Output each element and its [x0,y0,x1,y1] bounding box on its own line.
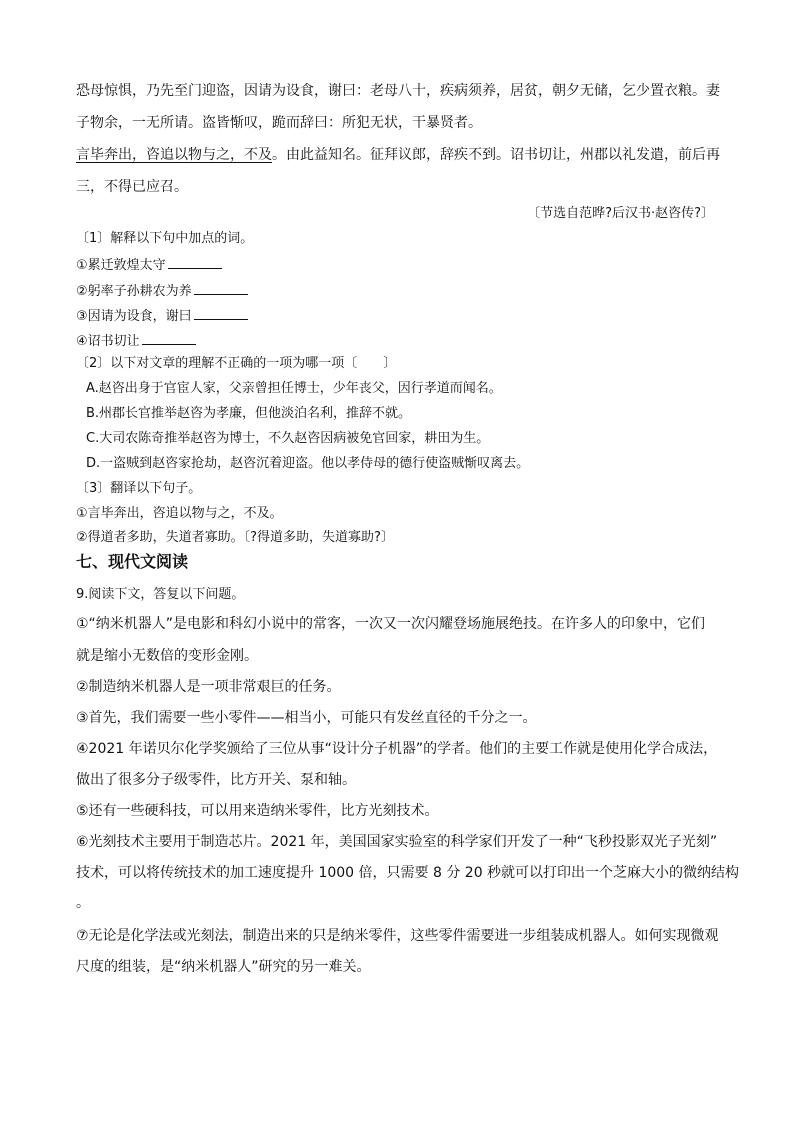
paragraph-line: ③首先，我们需要一些小零件——相当小，可能只有发丝直径的千分之一。 [76,710,537,726]
paragraph-line: 做出了很多分子级零件，比方开关、泵和轴。 [76,772,356,788]
question-1-item: ②躬率子孙耕农为养 [76,280,248,302]
option-d: D.一盗贼到赵咨家抢劫，赵咨沉着迎盗。他以孝侍母的德行使盗贼惭叹离去。 [86,456,530,471]
option-a: A.赵咨出身于官宦人家，父亲曾担任博士，少年丧父，因行孝道而闻名。 [86,381,502,396]
option-c: C.大司农陈奇推举赵咨为博士，不久赵咨因病被免官回家，耕田为生。 [86,431,490,446]
classical-text-line: 三，不得已应召。 [76,179,188,195]
question-3-item: ②得道者多助，失道者寡助。〔?得道多助，失道寡助?〕 [76,530,394,545]
classical-text-line: 恐母惊惧，乃先至门迎盗，因请为设食，谢曰：老母八十，疾病须养，居贫，朝夕无储，乞少置衣粮。妻 [76,83,720,99]
source-citation: 〔节选自范晔?后汉书·赵咨传?〕 [527,206,714,221]
paragraph-line: 就是缩小无数倍的变形金刚。 [76,648,258,664]
question-3-item: ①言毕奔出，咨追以物与之，不及。 [76,506,283,521]
paragraph-line: 尺度的组装，是“纳米机器人”研究的另一难关。 [76,959,371,975]
question-1-item: ①累迁敦煌太守 [76,254,222,276]
question-2-title: 〔2〕以下对文章的理解不正确的一项为哪一项〔 〕 [76,356,397,371]
answer-blank[interactable] [194,305,248,320]
paragraph-line: 。 [76,895,90,911]
section-heading: 七、现代文阅读 [76,552,189,571]
paragraph-line: ④2021 年诺贝尔化学奖颁给了三位从事“设计分子机器”的学者。他们的主要工作就是使用化学合成法， [76,741,718,757]
question-1-title: 〔1〕解释以下句中加点的词。 [76,231,254,246]
paragraph-line: ⑦无论是化学法或光刻法，制造出来的只是纳米零件，这些零件需要进一步组装成机器人。如何实现微观 [76,928,719,944]
reading-intro: 9.阅读下文，答复以下问题。 [76,587,245,602]
paragraph-line: ①“纳米机器人”是电影和科幻小说中的常客，一次又一次闪耀登场施展绝技。在许多人的印象中，它们 [76,616,706,632]
underlined-sentence: 言毕奔出，咨追以物与之，不及 [76,147,272,163]
classical-text-line: 子物余，一无所请。盗皆惭叹，跪而辞曰：所犯无状，干暴贤者。 [76,115,482,131]
paragraph-line: ②制造纳米机器人是一项非常艰巨的任务。 [76,679,341,695]
sentence-rest: 。由此益知名。征拜议郎，辞疾不到。诏书切让，州郡以礼发遣，前后再 [272,147,720,163]
paragraph-line: 技术，可以将传统技术的加工速度提升 1000 倍，只需要 8 分 20 秒就可以打印出一个芝麻大小的微纳结构 [76,865,740,881]
answer-blank[interactable] [194,280,248,295]
paragraph-line: ⑥光刻技术主要用于制造芯片。2021 年，美国国家实验室的科学家们开发了一种“飞秒投影双光子光刻” [76,834,718,850]
question-3-title: 〔3〕翻译以下句子。 [76,481,202,496]
option-b: B.州郡长官推举赵咨为孝廉，但他淡泊名利，推辞不就。 [86,406,412,421]
paragraph-line: ⑤还有一些硬科技，可以用来造纳米零件，比方光刻技术。 [76,803,439,819]
answer-blank[interactable] [168,254,222,269]
answer-blank[interactable] [142,330,196,345]
classical-text-line [76,145,720,165]
question-1-item: ④诏书切让 [76,330,196,352]
question-1-item: ③因请为设食，谢曰 [76,305,248,327]
